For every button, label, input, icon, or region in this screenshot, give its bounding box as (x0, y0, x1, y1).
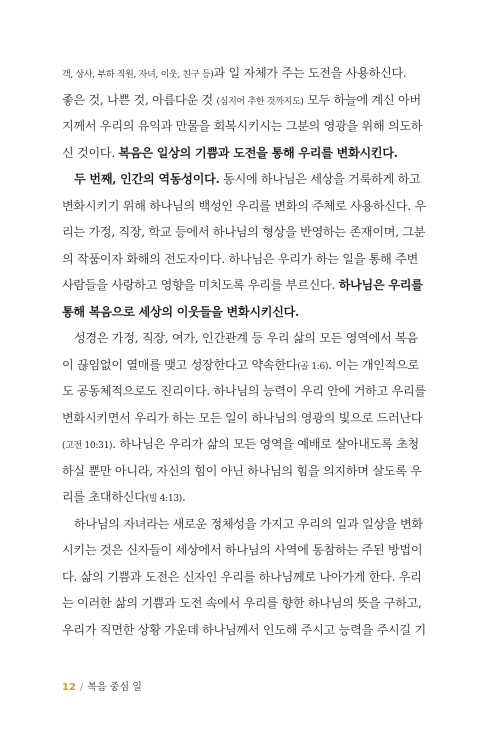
text-line: 는 이러한 삶의 기쁨과 도전 속에서 우리를 향한 하나님의 뜻을 구하고, (62, 596, 422, 610)
text-line: 변화시키면서 우리가 하는 모든 일이 하나님의 영광의 빛으로 드러난다 (62, 410, 423, 425)
text-line (62, 299, 438, 326)
page-footer (62, 678, 142, 693)
text-line: 두 번째, 인간의 역동성이다. 동시에 하나님은 세상을 거룩하게 하고 (74, 172, 421, 186)
text-line: 도 공동체적으로도 진리이다. 하나님의 능력이 우리 안에 거하고 우리를 (62, 384, 426, 398)
text-line: (고전 10:31). 하나님은 우리가 삶의 모든 영역을 예배로 살아내도록 초청 (62, 437, 419, 451)
emphasis-text: 하나님은 우리를 (338, 278, 423, 292)
body-text (62, 60, 438, 643)
text-line: 리를 초대하신다(빌 4:13). (62, 490, 186, 504)
emphasis-text: 복음은 일상의 기쁨과 도전을 통해 우리를 변화시킨다. (118, 145, 398, 160)
text-line: 객, 상사, 부하 직원, 자녀, 이웃, 친구 등)과 일 자체가 주는 도전을 사용하신다. (62, 66, 407, 80)
footer-separator: / (79, 682, 84, 693)
text-line: 변화시키기 위해 하나님의 백성인 우리를 변화의 주체로 사용하신다. 우 (62, 198, 426, 213)
text-line: 신 것이다. 복음은 일상의 기쁨과 도전을 통해 우리를 변화시킨다. (62, 145, 398, 160)
page-number: 12 (62, 682, 76, 693)
text-line: 성경은 가정, 직장, 여가, 인간관계 등 우리 삶의 모든 영역에서 복음 (74, 331, 418, 345)
text-line: 하나님의 자녀라는 새로운 정체성을 가지고 우리의 일과 일상을 변화 (74, 516, 423, 531)
text-line: 하실 뿐만 아니라, 자신의 힘이 아닌 하나님의 힘을 의지하며 살도록 우 (62, 463, 422, 478)
emphasis-text: 두 번째, 인간의 역동성이다. (74, 172, 220, 186)
text-line: 우리가 직면한 상황 가운데 하나님께서 인도해 주시고 능력을 주시길 기 (62, 622, 426, 637)
emphasis-text: 통해 복음으로 세상의 이웃들을 변화시키신다. (62, 304, 300, 319)
text-line: 시키는 것은 신자들이 세상에서 하나님의 사역에 동참하는 주된 방법이 (62, 543, 423, 557)
running-title: 복음 중심 일 (87, 682, 142, 693)
text-line: 의 작품이자 화해의 전도자이다. 하나님은 우리가 하는 일을 통해 주변 (62, 251, 419, 266)
text-line: 지께서 우리의 유익과 만물을 회복시키시는 그분의 영광을 위해 의도하 (62, 119, 423, 133)
text-line: 리는 가정, 직장, 학교 등에서 하나님의 형상을 반영하는 존재이며, 그분 (62, 225, 426, 239)
text-line: 다. 삶의 기쁨과 도전은 신자인 우리를 하나님께로 나아가게 한다. 우리 (62, 569, 422, 584)
text-line: 좋은 것, 나쁜 것, 아름다운 것 (심지어 추한 것까지도) 모두 하늘에 계신 아버 (62, 92, 421, 107)
text-line: 이 끊임없이 열매를 맺고 성장한다고 약속한다(골 1:6). 이는 개인적으로 (62, 357, 419, 372)
text-line: 사람들을 사랑하고 영향을 미치도록 우리를 부르신다. 하나님은 우리를 (62, 278, 423, 292)
